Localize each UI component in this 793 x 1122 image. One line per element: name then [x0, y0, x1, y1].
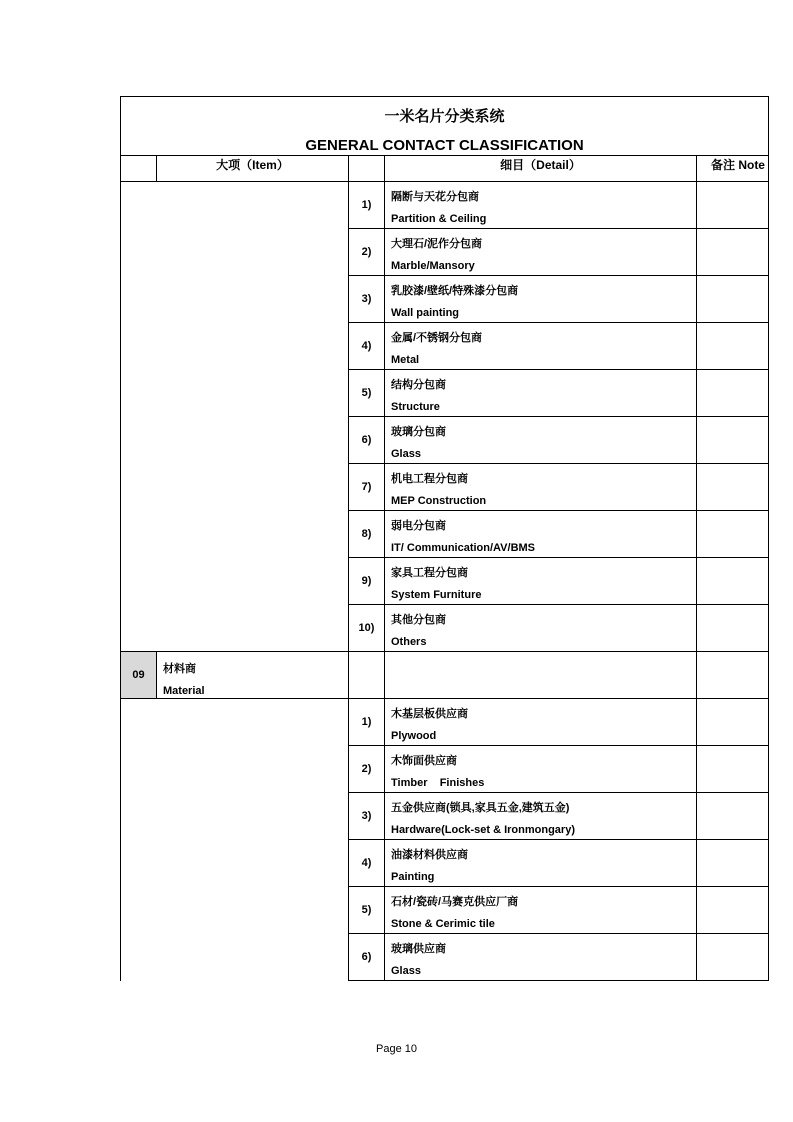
- category-cell: [157, 652, 349, 699]
- detail-chinese: 乳胶漆/壁纸/特殊漆分包商: [391, 285, 519, 297]
- row-number: 1): [349, 699, 385, 746]
- row-number: 3): [349, 276, 385, 323]
- note-cell: [697, 840, 769, 887]
- detail-cell: [385, 511, 697, 558]
- detail-chinese: 木基层板供应商: [391, 708, 468, 720]
- detail-cell: [385, 370, 697, 417]
- detail-english: Plywood: [391, 730, 437, 742]
- detail-cell: [385, 417, 697, 464]
- note-cell: [697, 276, 769, 323]
- note-cell: [697, 699, 769, 746]
- header-num-cell: [349, 156, 385, 182]
- category-row: [121, 652, 769, 699]
- detail-cell: [385, 652, 697, 699]
- detail-english: Hardware(Lock-set & Ironmongary): [391, 824, 575, 836]
- detail-english: Marble/Mansory: [391, 260, 475, 272]
- note-cell: [697, 934, 769, 981]
- row-number: 2): [349, 746, 385, 793]
- row-number: 1): [349, 182, 385, 229]
- title-chinese: 一米名片分类系统: [384, 108, 505, 125]
- header-item: 大项（Item）: [157, 156, 349, 182]
- header-note: 备注 Note: [697, 156, 769, 182]
- note-cell: [697, 464, 769, 511]
- detail-chinese: 石材/瓷砖/马赛克供应厂商: [391, 896, 519, 908]
- detail-chinese: 金属/不锈钢分包商: [391, 332, 483, 344]
- detail-cell: [385, 464, 697, 511]
- detail-cell: [385, 793, 697, 840]
- note-cell: [697, 370, 769, 417]
- detail-cell: [385, 746, 697, 793]
- row-number: 5): [349, 370, 385, 417]
- note-cell: [697, 511, 769, 558]
- detail-chinese: 玻璃供应商: [391, 943, 446, 955]
- detail-chinese: 木饰面供应商: [391, 755, 457, 767]
- detail-english: Partition & Ceiling: [391, 213, 487, 225]
- detail-chinese: 其他分包商: [391, 614, 446, 626]
- note-cell: [697, 746, 769, 793]
- note-cell: [697, 652, 769, 699]
- row-number: 5): [349, 887, 385, 934]
- note-cell: [697, 793, 769, 840]
- title-cell: [121, 97, 769, 156]
- note-cell: [697, 229, 769, 276]
- table-row: [121, 699, 769, 746]
- row-number: 4): [349, 323, 385, 370]
- row-number: 7): [349, 464, 385, 511]
- detail-english: Stone & Cerimic tile: [391, 918, 495, 930]
- detail-cell: [385, 840, 697, 887]
- detail-cell: [385, 699, 697, 746]
- row-number: 3): [349, 793, 385, 840]
- detail-chinese: 家具工程分包商: [391, 567, 468, 579]
- detail-english: Others: [391, 636, 427, 648]
- detail-cell: [385, 182, 697, 229]
- row-number: 6): [349, 934, 385, 981]
- detail-chinese: 油漆材料供应商: [391, 849, 468, 861]
- detail-english: IT/ Communication/AV/BMS: [391, 542, 536, 554]
- row-number: 10): [349, 605, 385, 652]
- page-number: Page 10: [376, 1043, 417, 1055]
- note-cell: [697, 182, 769, 229]
- detail-chinese: 结构分包商: [391, 379, 446, 391]
- category-chinese: 材料商: [163, 663, 196, 675]
- detail-chinese: 机电工程分包商: [391, 473, 468, 485]
- detail-english: Glass: [391, 965, 421, 977]
- note-cell: [697, 558, 769, 605]
- detail-cell: [385, 276, 697, 323]
- detail-cell: [385, 934, 697, 981]
- detail-chinese: 五金供应商(锁具,家具五金,建筑五金): [391, 802, 570, 814]
- detail-english: Timber Finishes: [391, 777, 485, 789]
- item-blank-cell: [121, 699, 349, 981]
- item-blank-cell: [121, 182, 349, 652]
- title-english: GENERAL CONTACT CLASSIFICATION: [305, 137, 584, 154]
- detail-english: MEP Construction: [391, 495, 487, 507]
- detail-chinese: 隔断与天花分包商: [391, 191, 479, 203]
- table-row: [121, 182, 769, 229]
- detail-cell: [385, 558, 697, 605]
- note-cell: [697, 887, 769, 934]
- row-number: 9): [349, 558, 385, 605]
- row-number: 8): [349, 511, 385, 558]
- detail-english: Structure: [391, 401, 440, 413]
- detail-cell: [385, 605, 697, 652]
- detail-cell: [385, 323, 697, 370]
- note-cell: [697, 417, 769, 464]
- detail-english: Wall painting: [391, 307, 460, 319]
- detail-english: Metal: [391, 354, 420, 366]
- header-row: [121, 156, 769, 182]
- note-cell: [697, 605, 769, 652]
- row-number: 6): [349, 417, 385, 464]
- detail-chinese: 弱电分包商: [391, 520, 446, 532]
- detail-chinese: 大理石/泥作分包商: [391, 238, 483, 250]
- header-blank-cell: [121, 156, 157, 182]
- row-number: 4): [349, 840, 385, 887]
- note-cell: [697, 323, 769, 370]
- detail-english: System Furniture: [391, 589, 482, 601]
- row-number: [349, 652, 385, 699]
- detail-english: Glass: [391, 448, 421, 460]
- category-english: Material: [163, 685, 205, 697]
- classification-table: [120, 96, 769, 981]
- detail-cell: [385, 229, 697, 276]
- detail-chinese: 玻璃分包商: [391, 426, 446, 438]
- detail-cell: [385, 887, 697, 934]
- row-number: 2): [349, 229, 385, 276]
- header-detail: 细目（Detail）: [385, 156, 697, 182]
- category-code: 09: [121, 652, 157, 699]
- detail-english: Painting: [391, 871, 435, 883]
